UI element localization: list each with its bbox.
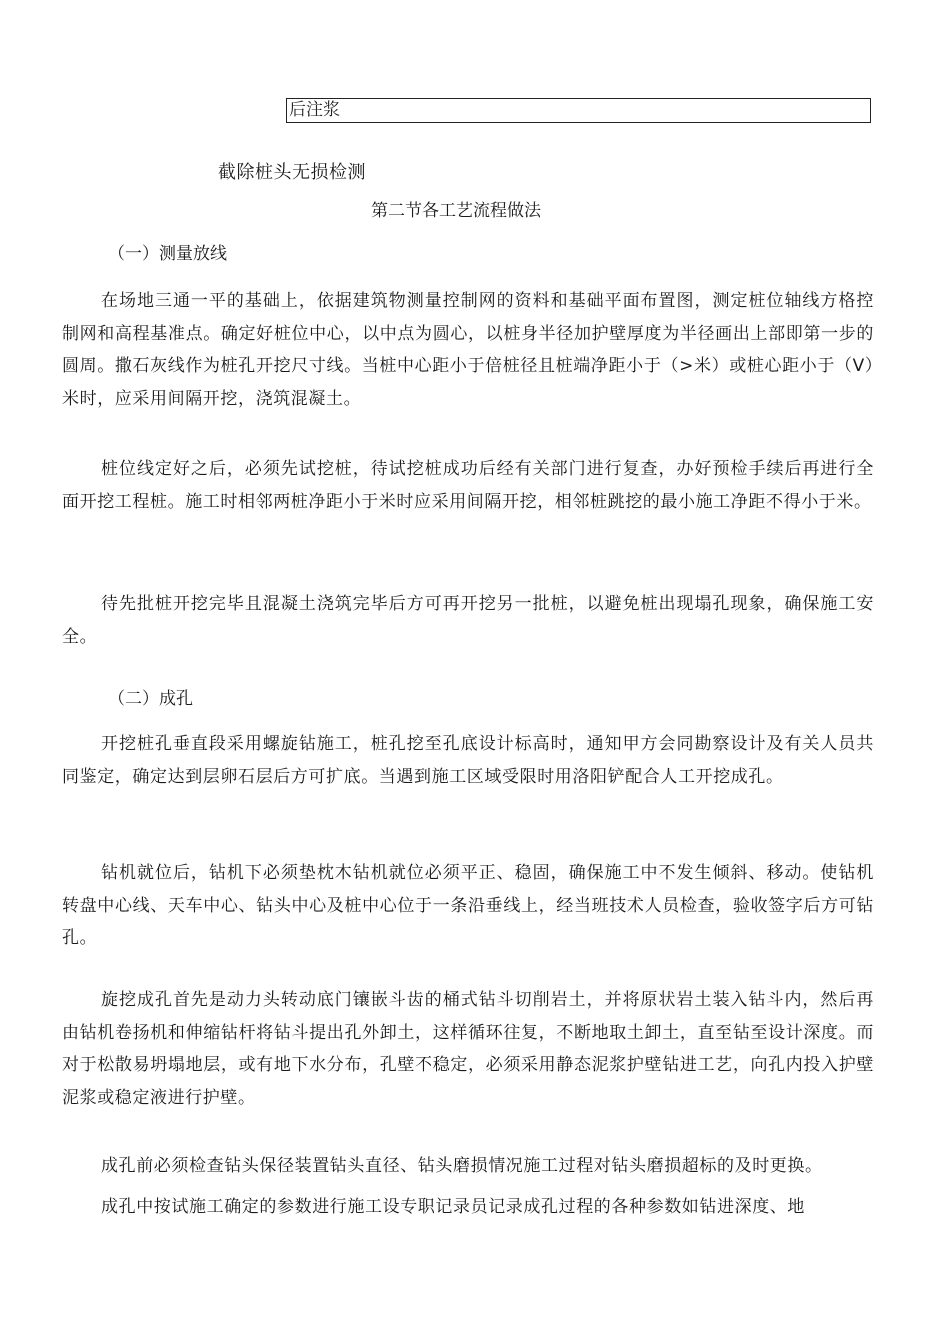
section-title: 第二节各工艺流程做法 xyxy=(371,201,541,221)
flow-table-row xyxy=(286,98,871,123)
paragraph: 成孔前必须检查钻头保径装置钻头直径、钻头磨损情况施工过程对钻头磨损超标的及时更换。 xyxy=(101,1156,823,1176)
flow-table-cell: 后注浆 xyxy=(289,100,340,120)
subsection-heading-1: （一）测量放线 xyxy=(108,244,227,264)
paragraph: 旋挖成孔首先是动力头转动底门镶嵌斗齿的桶式钻斗切削岩土，并将原状岩土装入钻斗内，然后再由钻机卷扬机和伸缩钻杆将钻斗提出孔外卸土，这样循环往复，不断地取土卸土，直至钻至设计深度。而对于松散易坍塌地层，或有地下水分布，孔壁不稳定，必须采用静态泥浆护壁钻进工艺，向孔内投入护壁泥浆或稳定液进行护壁。 xyxy=(62,990,874,1108)
paragraph: 桩位线定好之后，必须先试挖桩，待试挖桩成功后经有关部门进行复查，办好预检手续后再进行全面开挖工程桩。施工时相邻两桩净距小于米时应采用间隔开挖，相邻桩跳挖的最小施工净距不得小于米。 xyxy=(62,459,874,512)
paragraph: 开挖桩孔垂直段采用螺旋钻施工，桩孔挖至孔底设计标高时，通知甲方会同勘察设计及有关人员共同鉴定，确定达到层卵石层后方可扩底。当遇到施工区域受限时用洛阳铲配合人工开挖成孔。 xyxy=(62,734,874,787)
paragraph: 在场地三通一平的基础上，依据建筑物测量控制网的资料和基础平面布置图，测定桩位轴线方格控制网和高程基准点。确定好桩位中心，以中点为圆心，以桩身半径加护壁厚度为半径画出上部即第一步的圆周。撒石灰线作为桩孔开挖尺寸线。当桩中心距小于倍桩径且桩端净距小于（>米）或桩心距小于（V）米时，应采用间隔开挖，浇筑混凝土。 xyxy=(62,291,874,409)
paragraph: 钻机就位后，钻机下必须垫枕木钻机就位必须平正、稳固，确保施工中不发生倾斜、移动。使钻机转盘中心线、天车中心、钻头中心及桩中心位于一条沿垂线上，经当班技术人员检查，验收签字后方可钻孔。 xyxy=(62,863,874,948)
paragraph: 待先批桩开挖完毕且混凝土浇筑完毕后方可再开挖另一批桩，以避免桩出现塌孔现象，确保施工安全。 xyxy=(62,594,874,647)
paragraph: 成孔中按试施工确定的参数进行施工设专职记录员记录成孔过程的各种参数如钻进深度、地 xyxy=(101,1197,805,1217)
flow-step-label: 截除桩头无损检测 xyxy=(218,162,366,183)
subsection-heading-2: （二）成孔 xyxy=(108,689,193,709)
